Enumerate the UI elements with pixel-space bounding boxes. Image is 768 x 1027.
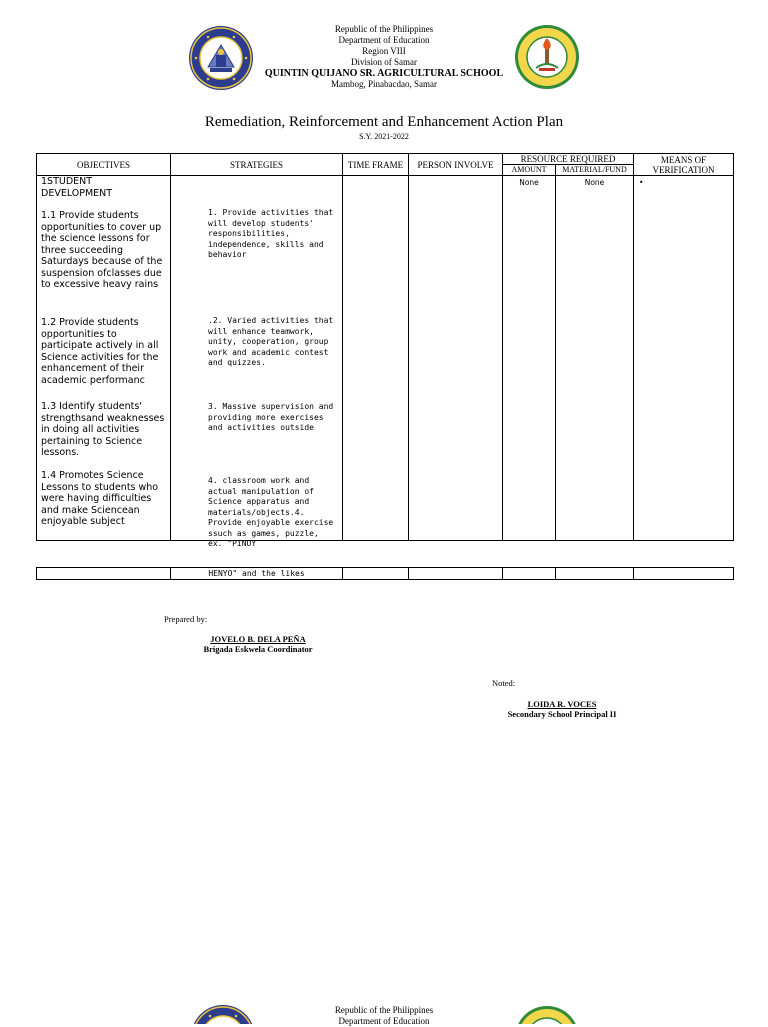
- col-person-involve: PERSON INVOLVE: [409, 154, 503, 176]
- col-objectives: OBJECTIVES: [37, 154, 171, 176]
- col-means-of-verification: MEANS OF VERIFICATION: [634, 154, 734, 176]
- noted-label: Noted:: [492, 678, 516, 688]
- header-line-2: Department of Education: [338, 35, 430, 45]
- header-line-4: Division of Samar: [351, 57, 417, 67]
- means-bullet: •: [639, 178, 644, 187]
- objective-1-4: 1.4 Promotes Science Lessons to students who were having difficulties and make Sciencean enjoyable subject: [41, 470, 159, 527]
- school-seal-right-next: [514, 1005, 580, 1024]
- prepared-by-name: JOVELO B. DELA PEÑA: [210, 634, 306, 644]
- table-row: [37, 568, 734, 580]
- action-plan-table: [36, 153, 734, 548]
- header-line-2: Department of Education: [338, 1016, 430, 1026]
- strategy-4: 4. classroom work and actual manipulation of Science apparatus and materials/objects.4. Provide enjoyable exercise ssuch as games, puzzle, ex. "PINOY: [208, 476, 334, 548]
- strategy-3: 3. Massive supervision and providing more exercises and activities outside: [208, 402, 334, 432]
- person-involve-cell: [409, 176, 503, 541]
- col-resource-required: RESOURCE REQUIRED: [503, 154, 634, 165]
- school-year: S.Y. 2021-2022: [359, 132, 409, 141]
- material-value: None: [584, 178, 605, 187]
- header-line-1: Republic of the Philippines: [334, 1005, 434, 1015]
- noted-block: [484, 699, 640, 719]
- col-amount: AMOUNT: [503, 165, 556, 176]
- time-frame-cell: [343, 176, 409, 541]
- objective-1-2: 1.2 Provide students opportunities to participate actively in all Science activities for the enhancement of their academic performanc: [41, 317, 159, 386]
- table-row: [37, 176, 734, 541]
- objectives-cell: [37, 176, 171, 541]
- noted-position: Secondary School Principal II: [507, 709, 617, 719]
- col-material-fund: MATERIAL/FUND: [556, 165, 634, 176]
- means-cell: [634, 176, 734, 541]
- school-name: QUINTIN QUIJANO SR. AGRICULTURAL SCHOOL: [264, 68, 504, 79]
- continued-strategy: HENYO" and the likes: [171, 568, 343, 580]
- prepared-by-position: Brigada Eskwela Coordinator: [203, 644, 313, 654]
- school-seal-right: [514, 24, 580, 90]
- strategies-cell: [171, 176, 343, 548]
- school-address: Mambog, Pinabacdao, Samar: [331, 79, 437, 89]
- objective-1-3: 1.3 Identify students' strengthsand weaknesses in doing all activities pertaining to Science lessons.: [41, 401, 165, 458]
- prepared-by-label: Prepared by:: [164, 614, 208, 624]
- amount-value: None: [519, 178, 539, 187]
- amount-cell: [503, 176, 556, 541]
- prepared-by-block: [180, 634, 336, 654]
- header-line-3: Region VIII: [362, 46, 406, 56]
- document-title: Remediation, Reinforcement and Enhancement Action Plan: [204, 114, 564, 130]
- objective-1-1: 1.1 Provide students opportunities to cover up the science lessons for three succeeding Saturdays because of the suspension ofclasses due to excessive heavy rains: [41, 210, 163, 290]
- material-fund-cell: [556, 176, 634, 541]
- col-time-frame: TIME FRAME: [343, 154, 409, 176]
- letterhead: [230, 24, 538, 90]
- strategy-2: .2. Varied activities that will enhance teamwork, unity, cooperation, group work and academic contest and quizzes.: [208, 316, 334, 367]
- header-line-1: Republic of the Philippines: [334, 24, 434, 34]
- strategy-1: 1. Provide activities that will develop students' responsibilities, independence, skills and behavior: [208, 208, 334, 259]
- continuation-table: [36, 567, 734, 580]
- col-strategies: STRATEGIES: [171, 154, 343, 176]
- section-heading: 1STUDENT DEVELOPMENT: [41, 176, 113, 199]
- noted-name: LOIDA R. VOCES: [527, 699, 597, 709]
